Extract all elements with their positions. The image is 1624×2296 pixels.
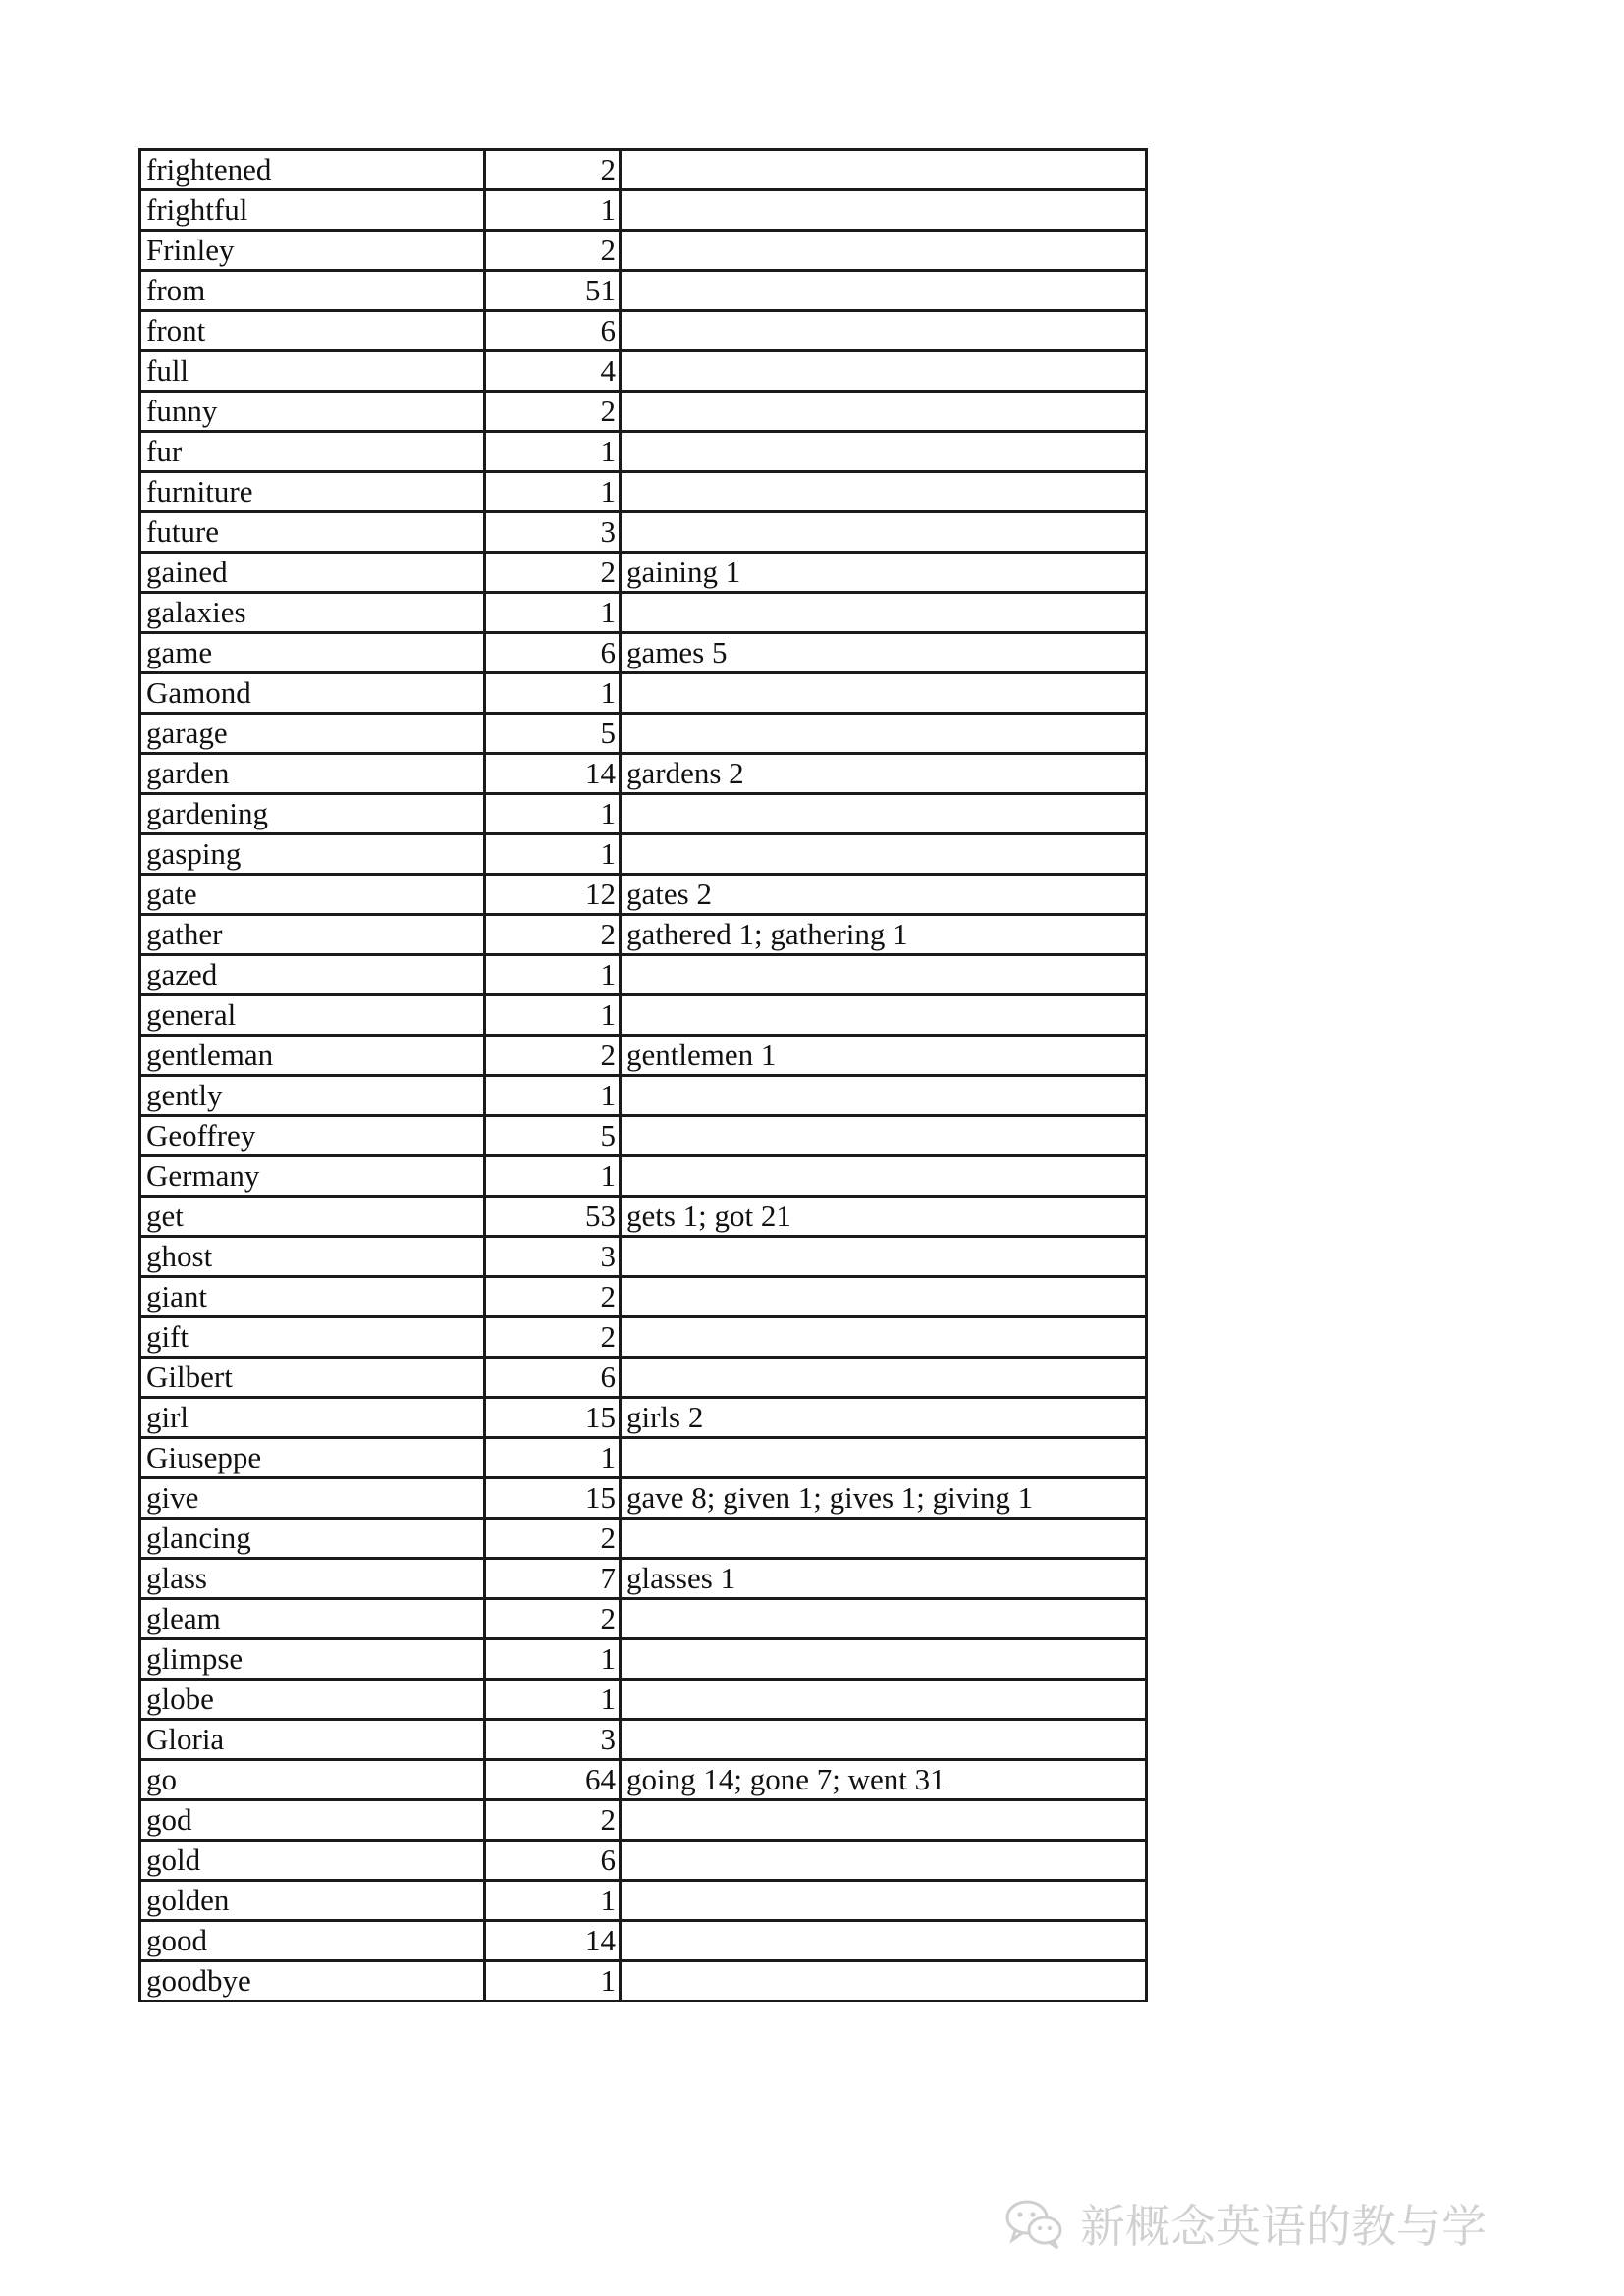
table-row xyxy=(140,1841,1147,1881)
count-cell: 1 xyxy=(485,673,621,714)
word-cell: future xyxy=(140,512,485,553)
word-cell: golden xyxy=(140,1881,485,1921)
forms-cell xyxy=(621,1438,1147,1478)
forms-cell xyxy=(621,1680,1147,1720)
forms-cell xyxy=(621,351,1147,392)
word-cell: gentleman xyxy=(140,1036,485,1076)
count-cell: 2 xyxy=(485,150,621,190)
forms-cell xyxy=(621,1599,1147,1639)
word-cell: giant xyxy=(140,1277,485,1317)
count-cell: 14 xyxy=(485,754,621,794)
count-cell: 1 xyxy=(485,995,621,1036)
forms-cell xyxy=(621,995,1147,1036)
table-row xyxy=(140,1398,1147,1438)
word-cell: good xyxy=(140,1921,485,1961)
forms-cell: gardens 2 xyxy=(621,754,1147,794)
word-cell: Geoffrey xyxy=(140,1116,485,1156)
table-row xyxy=(140,1358,1147,1398)
table-row xyxy=(140,955,1147,995)
count-cell: 1 xyxy=(485,955,621,995)
table-row xyxy=(140,190,1147,231)
word-cell: garage xyxy=(140,714,485,754)
table-row xyxy=(140,834,1147,875)
forms-cell xyxy=(621,1961,1147,2002)
word-cell: goodbye xyxy=(140,1961,485,2002)
forms-cell xyxy=(621,190,1147,231)
forms-cell xyxy=(621,794,1147,834)
count-cell: 2 xyxy=(485,1519,621,1559)
table-row xyxy=(140,754,1147,794)
count-cell: 12 xyxy=(485,875,621,915)
word-cell: Germany xyxy=(140,1156,485,1197)
word-frequency-table xyxy=(138,148,1148,2002)
table-row xyxy=(140,553,1147,593)
word-cell: gazed xyxy=(140,955,485,995)
count-cell: 3 xyxy=(485,1237,621,1277)
count-cell: 6 xyxy=(485,633,621,673)
word-cell: god xyxy=(140,1800,485,1841)
forms-cell: gates 2 xyxy=(621,875,1147,915)
table-row xyxy=(140,794,1147,834)
word-cell: general xyxy=(140,995,485,1036)
count-cell: 1 xyxy=(485,1076,621,1116)
forms-cell: girls 2 xyxy=(621,1398,1147,1438)
count-cell: 1 xyxy=(485,1881,621,1921)
word-cell: fur xyxy=(140,432,485,472)
word-cell: frightened xyxy=(140,150,485,190)
count-cell: 1 xyxy=(485,794,621,834)
table-row xyxy=(140,1599,1147,1639)
word-cell: Gamond xyxy=(140,673,485,714)
word-cell: glimpse xyxy=(140,1639,485,1680)
forms-cell: gaining 1 xyxy=(621,553,1147,593)
count-cell: 15 xyxy=(485,1398,621,1438)
forms-cell xyxy=(621,1358,1147,1398)
word-cell: front xyxy=(140,311,485,351)
forms-cell xyxy=(621,1841,1147,1881)
forms-cell: glasses 1 xyxy=(621,1559,1147,1599)
forms-cell: gave 8; given 1; gives 1; giving 1 xyxy=(621,1478,1147,1519)
word-cell: gold xyxy=(140,1841,485,1881)
word-cell: give xyxy=(140,1478,485,1519)
forms-cell xyxy=(621,231,1147,271)
forms-cell: gets 1; got 21 xyxy=(621,1197,1147,1237)
word-cell: gained xyxy=(140,553,485,593)
forms-cell: going 14; gone 7; went 31 xyxy=(621,1760,1147,1800)
count-cell: 4 xyxy=(485,351,621,392)
table-row xyxy=(140,1921,1147,1961)
forms-cell xyxy=(621,1277,1147,1317)
table-row xyxy=(140,1881,1147,1921)
forms-cell: games 5 xyxy=(621,633,1147,673)
table-row xyxy=(140,512,1147,553)
word-cell: girl xyxy=(140,1398,485,1438)
forms-cell xyxy=(621,1921,1147,1961)
table-row xyxy=(140,351,1147,392)
forms-cell xyxy=(621,593,1147,633)
table-row xyxy=(140,472,1147,512)
count-cell: 2 xyxy=(485,1317,621,1358)
table-row xyxy=(140,915,1147,955)
count-cell: 1 xyxy=(485,1961,621,2002)
table-row xyxy=(140,633,1147,673)
count-cell: 2 xyxy=(485,553,621,593)
table-row xyxy=(140,231,1147,271)
word-cell: glass xyxy=(140,1559,485,1599)
watermark-text: 新概念英语的教与学 xyxy=(1080,2200,1487,2253)
forms-cell xyxy=(621,1156,1147,1197)
table-row xyxy=(140,1720,1147,1760)
table-row xyxy=(140,1478,1147,1519)
count-cell: 2 xyxy=(485,915,621,955)
table-row xyxy=(140,673,1147,714)
table-row xyxy=(140,271,1147,311)
word-cell: gently xyxy=(140,1076,485,1116)
forms-cell xyxy=(621,512,1147,553)
forms-cell xyxy=(621,1800,1147,1841)
forms-cell xyxy=(621,1317,1147,1358)
word-cell: gather xyxy=(140,915,485,955)
count-cell: 1 xyxy=(485,432,621,472)
watermark xyxy=(1003,2191,1487,2256)
forms-cell xyxy=(621,271,1147,311)
table-row xyxy=(140,1036,1147,1076)
table-row xyxy=(140,1277,1147,1317)
forms-cell: gentlemen 1 xyxy=(621,1036,1147,1076)
word-cell: ghost xyxy=(140,1237,485,1277)
table-row xyxy=(140,1438,1147,1478)
forms-cell xyxy=(621,1076,1147,1116)
table-row xyxy=(140,995,1147,1036)
word-cell: go xyxy=(140,1760,485,1800)
count-cell: 6 xyxy=(485,1841,621,1881)
table-row xyxy=(140,150,1147,190)
count-cell: 2 xyxy=(485,1277,621,1317)
word-cell: gardening xyxy=(140,794,485,834)
forms-cell xyxy=(621,955,1147,995)
table-row xyxy=(140,593,1147,633)
table-row xyxy=(140,1639,1147,1680)
table-body xyxy=(140,150,1147,2002)
word-cell: gate xyxy=(140,875,485,915)
forms-cell xyxy=(621,392,1147,432)
count-cell: 1 xyxy=(485,1639,621,1680)
count-cell: 53 xyxy=(485,1197,621,1237)
table-row xyxy=(140,1317,1147,1358)
word-cell: full xyxy=(140,351,485,392)
word-cell: game xyxy=(140,633,485,673)
count-cell: 1 xyxy=(485,1680,621,1720)
table-row xyxy=(140,1519,1147,1559)
count-cell: 7 xyxy=(485,1559,621,1599)
count-cell: 6 xyxy=(485,311,621,351)
count-cell: 64 xyxy=(485,1760,621,1800)
count-cell: 15 xyxy=(485,1478,621,1519)
table-row xyxy=(140,311,1147,351)
word-cell: from xyxy=(140,271,485,311)
count-cell: 1 xyxy=(485,593,621,633)
table-row xyxy=(140,1760,1147,1800)
forms-cell xyxy=(621,311,1147,351)
forms-cell xyxy=(621,432,1147,472)
table-row xyxy=(140,1680,1147,1720)
wechat-icon xyxy=(1003,2197,1066,2250)
table-row xyxy=(140,1237,1147,1277)
count-cell: 3 xyxy=(485,512,621,553)
forms-cell xyxy=(621,1237,1147,1277)
word-cell: gleam xyxy=(140,1599,485,1639)
forms-cell xyxy=(621,834,1147,875)
table-row xyxy=(140,1197,1147,1237)
count-cell: 1 xyxy=(485,834,621,875)
word-cell: globe xyxy=(140,1680,485,1720)
word-cell: gasping xyxy=(140,834,485,875)
table-row xyxy=(140,1559,1147,1599)
count-cell: 3 xyxy=(485,1720,621,1760)
forms-cell xyxy=(621,1519,1147,1559)
table-row xyxy=(140,1076,1147,1116)
count-cell: 2 xyxy=(485,392,621,432)
word-cell: Frinley xyxy=(140,231,485,271)
forms-cell xyxy=(621,1720,1147,1760)
forms-cell xyxy=(621,673,1147,714)
count-cell: 2 xyxy=(485,1800,621,1841)
table-row xyxy=(140,875,1147,915)
count-cell: 2 xyxy=(485,231,621,271)
count-cell: 5 xyxy=(485,1116,621,1156)
word-cell: funny xyxy=(140,392,485,432)
count-cell: 1 xyxy=(485,1156,621,1197)
table-row xyxy=(140,1961,1147,2002)
count-cell: 2 xyxy=(485,1599,621,1639)
word-cell: galaxies xyxy=(140,593,485,633)
word-cell: gift xyxy=(140,1317,485,1358)
word-cell: Gilbert xyxy=(140,1358,485,1398)
forms-cell: gathered 1; gathering 1 xyxy=(621,915,1147,955)
forms-cell xyxy=(621,150,1147,190)
word-cell: garden xyxy=(140,754,485,794)
count-cell: 14 xyxy=(485,1921,621,1961)
word-cell: Gloria xyxy=(140,1720,485,1760)
count-cell: 51 xyxy=(485,271,621,311)
forms-cell xyxy=(621,1881,1147,1921)
forms-cell xyxy=(621,1639,1147,1680)
table-row xyxy=(140,1116,1147,1156)
forms-cell xyxy=(621,714,1147,754)
count-cell: 2 xyxy=(485,1036,621,1076)
word-cell: furniture xyxy=(140,472,485,512)
table-row xyxy=(140,714,1147,754)
count-cell: 5 xyxy=(485,714,621,754)
word-cell: Giuseppe xyxy=(140,1438,485,1478)
word-cell: glancing xyxy=(140,1519,485,1559)
table-row xyxy=(140,1800,1147,1841)
forms-cell xyxy=(621,1116,1147,1156)
word-cell: get xyxy=(140,1197,485,1237)
table-row xyxy=(140,432,1147,472)
word-cell: frightful xyxy=(140,190,485,231)
table-row xyxy=(140,1156,1147,1197)
table-row xyxy=(140,392,1147,432)
forms-cell xyxy=(621,472,1147,512)
count-cell: 1 xyxy=(485,472,621,512)
count-cell: 1 xyxy=(485,190,621,231)
count-cell: 1 xyxy=(485,1438,621,1478)
count-cell: 6 xyxy=(485,1358,621,1398)
